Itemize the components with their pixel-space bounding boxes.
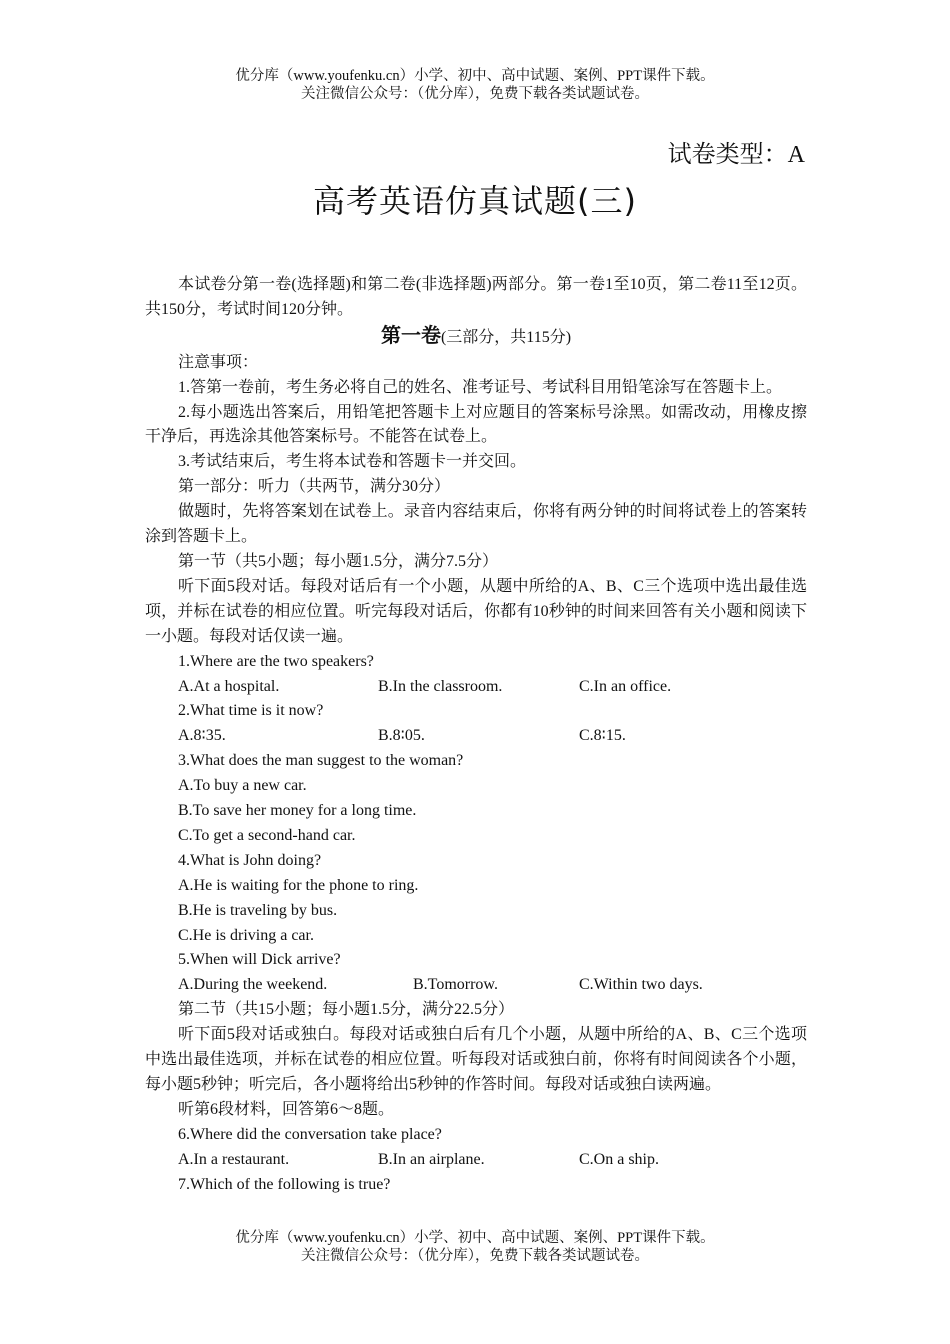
option-b: B.In the classroom. — [378, 677, 503, 695]
footer-line-2: 关注微信公众号：（优分库），免费下载各类试题试卷。 — [301, 1248, 649, 1264]
section1-heading: 第一节（共5小题；每小题1.5分，满分7.5分） — [178, 552, 499, 570]
exam-body — [145, 273, 807, 1198]
volume-note: (三部分，共115分) — [440, 328, 572, 346]
option-c: C.Within two days. — [579, 976, 703, 994]
option-c: C.8∶15. — [579, 727, 626, 745]
part1-instruction: 做题时，先将答案划在试卷上。录音内容结束后，你将有两分钟的时间将试卷上的答案转涂到答题卡上。 — [145, 503, 807, 546]
option-c: C.To get a second-hand car. — [178, 826, 356, 844]
option-c: C.On a ship. — [579, 1150, 659, 1168]
option-b: B.8∶05. — [378, 727, 425, 745]
page-title: 高考英语仿真试题(三) — [313, 182, 637, 220]
note-item: 2.每小题选出答案后，用铅笔把答题卡上对应题目的答案标号涂黑。如需改动，用橡皮擦干净后，再选涂其他答案标号。不能答在试卷上。 — [145, 403, 807, 446]
option-a: A.At a hospital. — [178, 677, 280, 695]
page-footer — [0, 1229, 950, 1265]
question-5: 5.When will Dick arrive? — [178, 951, 341, 969]
option-a: A.In a restaurant. — [178, 1150, 290, 1168]
question-3: 3.What does the man suggest to the woman? — [178, 752, 464, 770]
note-item: 1.答第一卷前，考生务必将自己的姓名、准考证号、考试科目用铅笔涂写在答题卡上。 — [178, 378, 783, 396]
question-5-options — [145, 973, 807, 998]
footer-line-1: 优分库（www.youfenku.cn）小学、初中、高中试题、案例、PPT课件下载。 — [235, 1230, 715, 1246]
question-6-options — [145, 1148, 807, 1173]
header-line-2: 关注微信公众号：（优分库），免费下载各类试题试卷。 — [301, 86, 649, 102]
paper-type: 试卷类型：A — [667, 142, 805, 168]
option-c: C.He is driving a car. — [178, 926, 314, 944]
section2-instruction: 听下面5段对话或独白。每段对话或独白后有几个小题，从题中所给的A、B、C三个选项中选出最佳选项，并标在试卷的相应位置。听每段对话或独白前，你将有时间阅读各个小题，每小题5秒钟；听完后，各小题将给出5秒钟的作答时间。每段对话或独白读两遍。 — [145, 1026, 807, 1093]
volume-name: 第一卷 — [380, 322, 441, 347]
option-b: B.To save her money for a long time. — [178, 802, 417, 820]
option-c: C.In an office. — [579, 677, 672, 695]
question-2-options — [145, 724, 807, 749]
option-a: A.During the weekend. — [178, 976, 328, 994]
question-4: 4.What is John doing? — [178, 851, 322, 869]
option-a: A.8∶35. — [178, 727, 226, 745]
option-a: A.He is waiting for the phone to ring. — [178, 876, 419, 894]
question-2: 2.What time is it now? — [178, 702, 324, 720]
volume-heading — [145, 323, 807, 351]
note-item: 3.考试结束后，考生将本试卷和答题卡一并交回。 — [178, 453, 527, 471]
intro-paragraph: 本试卷分第一卷(选择题)和第二卷(非选择题)两部分。第一卷1至10页，第二卷11至12页。共150分，考试时间120分钟。 — [145, 276, 807, 318]
header-line-1: 优分库（www.youfenku.cn）小学、初中、高中试题、案例、PPT课件下载。 — [235, 68, 715, 84]
option-a: A.To buy a new car. — [178, 777, 307, 795]
question-1-options — [145, 675, 807, 700]
option-b: B.Tomorrow. — [413, 976, 498, 994]
section2-heading: 第二节（共15小题；每小题1.5分，满分22.5分） — [178, 1001, 515, 1019]
question-1: 1.Where are the two speakers? — [178, 652, 374, 670]
material-6-heading: 听第6段材料，回答第6～8题。 — [178, 1100, 395, 1118]
notes-heading: 注意事项： — [178, 353, 259, 371]
question-6: 6.Where did the conversation take place? — [178, 1125, 442, 1143]
question-7: 7.Which of the following is true? — [178, 1175, 391, 1193]
part1-heading: 第一部分：听力（共两节，满分30分） — [178, 478, 451, 496]
option-b: B.He is traveling by bus. — [178, 901, 338, 919]
option-b: B.In an airplane. — [378, 1150, 485, 1168]
section1-instruction: 听下面5段对话。每段对话后有一个小题，从题中所给的A、B、C三个选项中选出最佳选项，并标在试卷的相应位置。听完每段对话后，你都有10秒钟的时间来回答有关小题和阅读下一小题。每段对话仅读一遍。 — [145, 577, 807, 645]
page-header — [0, 67, 950, 103]
